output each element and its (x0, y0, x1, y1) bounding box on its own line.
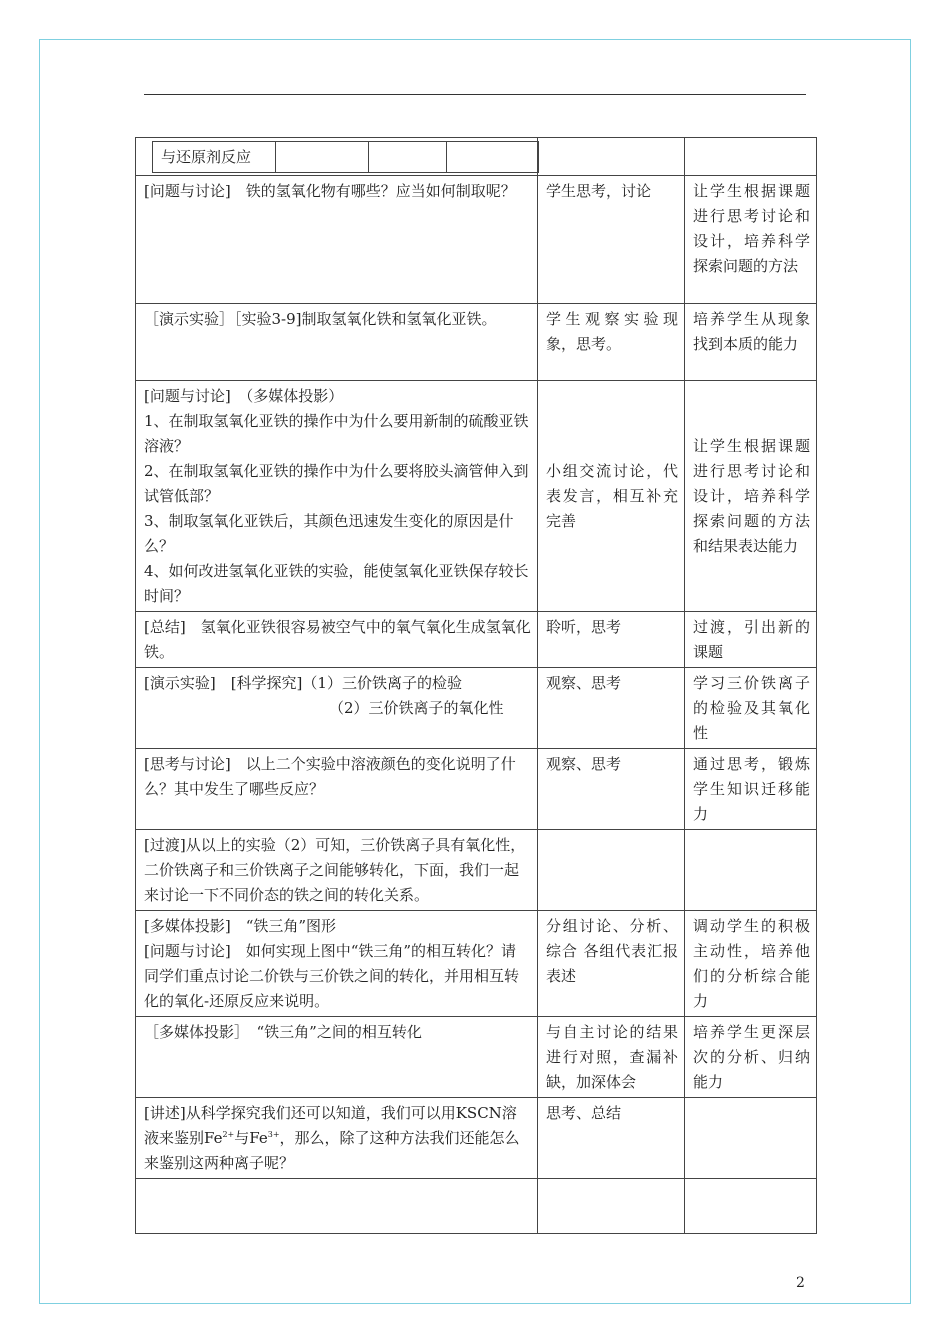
question-3: 3、制取氢氧化亚铁后，其颜色迅速发生变化的原因是什么？ (144, 512, 514, 555)
question-1: 1、在制取氢氧化亚铁的操作中为什么要用新制的硫酸亚铁溶液？ (144, 412, 529, 455)
table-row (136, 911, 817, 1017)
blank-cell (447, 142, 539, 173)
kscn-text-1: [讲述]从科学探究我们还可以知道，我们可以用KSCN溶液来鉴别Fe (144, 1104, 517, 1147)
student-cell: 小组交流讨论，代表发言，相互补充完善 (538, 381, 685, 612)
reductant-label: 与还原剂反应 (153, 142, 276, 173)
table-row (136, 176, 817, 304)
purpose-cell: 培养学生更深层次的分析、归纳能力 (685, 1017, 817, 1098)
activity-cell (136, 381, 538, 612)
table-row (136, 304, 817, 381)
empty-cell (685, 138, 817, 176)
empty-cell (685, 1179, 817, 1234)
activity-cell (136, 668, 538, 749)
table-row (136, 749, 817, 830)
student-cell: 观察、思考 (538, 749, 685, 830)
activity-text: [问题与讨论] （多媒体投影） (144, 387, 344, 405)
purpose-cell: 过渡，引出新的课题 (685, 612, 817, 668)
purpose-cell: 通过思考，锻炼学生知识迁移能力 (685, 749, 817, 830)
page-number: 2 (796, 1275, 805, 1291)
activity-text: [思考与讨论] 以上二个实验中溶液颜色的变化说明了什么？其中发生了哪些反应？ (144, 755, 516, 798)
purpose-cell (685, 1098, 817, 1179)
activity-text: [多媒体投影] “铁三角”图形 (144, 917, 337, 935)
activity-text: [问题与讨论] 铁的氢氧化物有哪些？应当如何制取呢？ (144, 182, 516, 200)
lesson-table (135, 137, 817, 1234)
activity-text: [总结] 氢氧化亚铁很容易被空气中的氧气氧化生成氢氧化铁。 (144, 618, 531, 661)
activity-cell (136, 749, 538, 830)
activity-text: ［多媒体投影］ “铁三角”之间的相互转化 (144, 1023, 422, 1041)
question-4: 4、如何改进氢氧化亚铁的实验，能使氢氧化亚铁保存较长时间？ (144, 562, 529, 605)
blank-cell (369, 142, 447, 173)
activity-cell (136, 176, 538, 304)
activity-cell (136, 1017, 538, 1098)
empty-cell (538, 138, 685, 176)
activity-cell (136, 1098, 538, 1179)
table-row (136, 381, 817, 612)
empty-cell (136, 1179, 538, 1234)
activity-cell (136, 911, 538, 1017)
activity-subitem: （2）三价铁离子的氧化性 (329, 699, 504, 717)
activity-text: [问题与讨论] 如何实现上图中“铁三角”的相互转化？请同学们重点讨论二价铁与三价铁之间的转化，并用相互转化的氧化-还原反应来说明。 (144, 942, 520, 1010)
activity-cell (136, 612, 538, 668)
table-row (136, 138, 817, 176)
kscn-text-3: ，那么，除了这种方法我们还能怎么来鉴别这两种离子呢？ (144, 1129, 520, 1172)
first-row-cell (136, 138, 538, 176)
purpose-cell: 培养学生从现象找到本质的能力 (685, 304, 817, 381)
kscn-text-2: 与Fe (234, 1129, 268, 1147)
purpose-cell (685, 830, 817, 911)
table-row (136, 1017, 817, 1098)
purpose-cell: 学习三价铁离子的检验及其氧化性 (685, 668, 817, 749)
purpose-cell: 调动学生的积极主动性，培养他们的分析综合能力 (685, 911, 817, 1017)
header-rule (144, 94, 806, 95)
student-cell (538, 830, 685, 911)
student-cell: 学生观察实验现象，思考。 (538, 304, 685, 381)
activity-text: [演示实验] [科学探究]（1）三价铁离子的检验 (144, 674, 462, 692)
table-row (136, 1098, 817, 1179)
table-row (136, 830, 817, 911)
purpose-cell: 让学生根据课题进行思考讨论和设计，培养科学探索问题的方法和结果表达能力 (685, 381, 817, 612)
fe3-charge: 3+ (267, 1130, 280, 1139)
fe2-charge: 2+ (222, 1130, 235, 1139)
blank-cell (276, 142, 369, 173)
empty-cell (538, 1179, 685, 1234)
student-cell: 观察、思考 (538, 668, 685, 749)
question-2: 2、在制取氢氧化亚铁的操作中为什么要将胶头滴管伸入到试管低部？ (144, 462, 529, 505)
table-row (136, 1179, 817, 1234)
table-row (136, 612, 817, 668)
activity-text: ［演示实验］［实验3-9]制取氢氧化铁和氢氧化亚铁。 (144, 310, 497, 328)
activity-cell (136, 830, 538, 911)
student-cell: 学生思考，讨论 (538, 176, 685, 304)
student-cell: 思考、总结 (538, 1098, 685, 1179)
activity-cell (136, 304, 538, 381)
student-cell: 聆听，思考 (538, 612, 685, 668)
student-cell: 与自主讨论的结果进行对照，查漏补缺，加深体会 (538, 1017, 685, 1098)
student-cell: 分组讨论、分析、综合 各组代表汇报表述 (538, 911, 685, 1017)
purpose-cell: 让学生根据课题进行思考讨论和设计，培养科学探索问题的方法 (685, 176, 817, 304)
table-row (136, 668, 817, 749)
activity-text: [过渡]从以上的实验（2）可知，三价铁离子具有氧化性，二价铁离子和三价铁离子之间能够转化，下面，我们一起来讨论一下不同价态的铁之间的转化关系。 (144, 836, 526, 904)
reductant-subtable (152, 141, 539, 173)
